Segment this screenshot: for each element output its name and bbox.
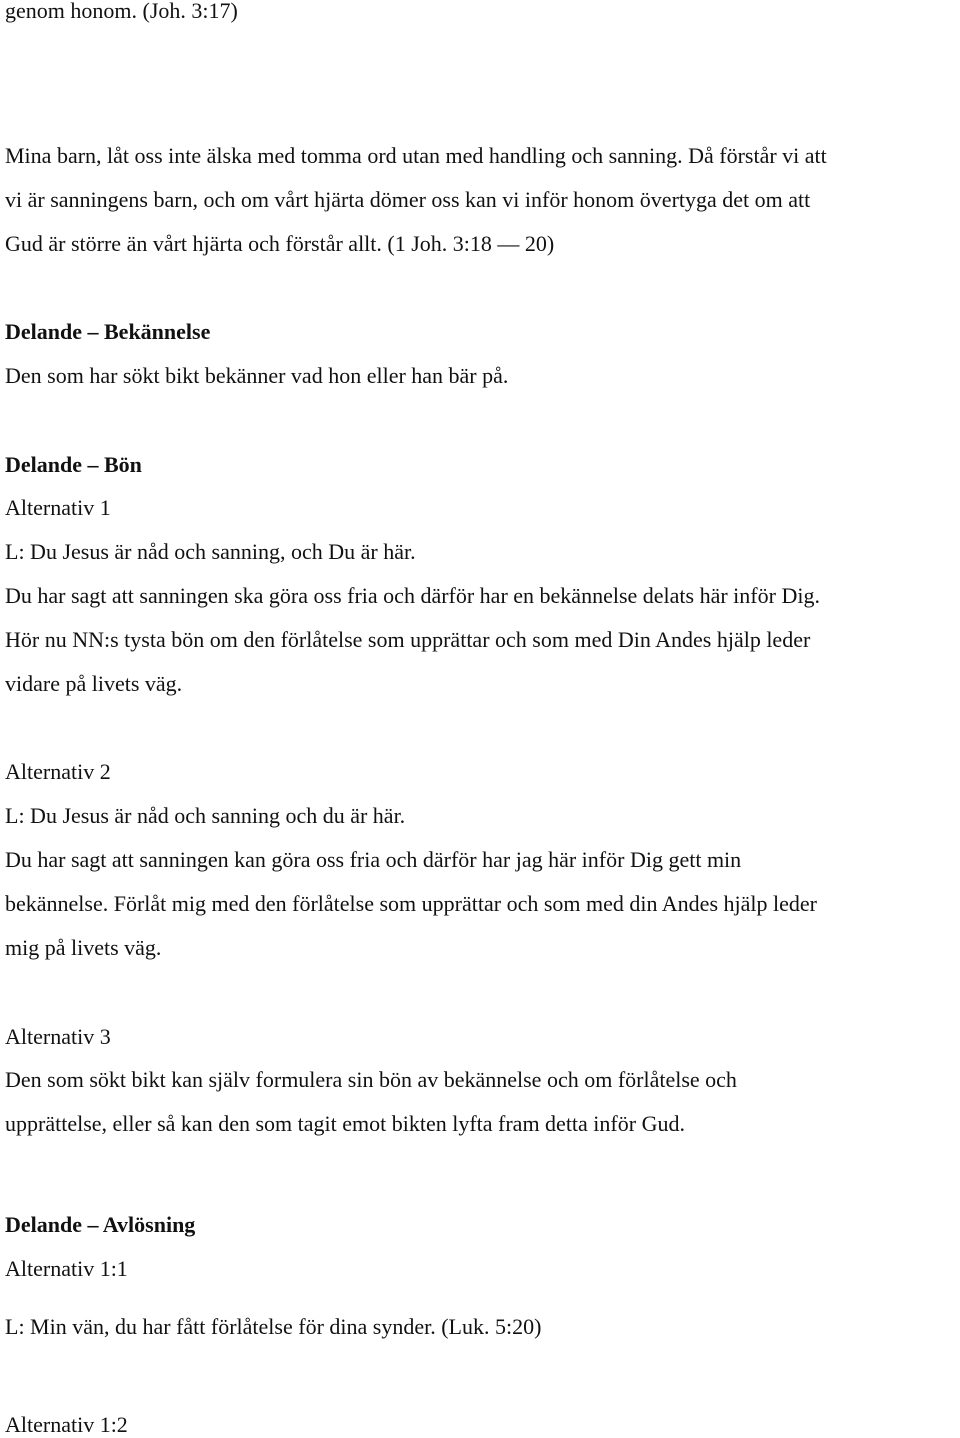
alt1-line-4: vidare på livets väg.: [5, 671, 183, 696]
heading-bon: Delande – Bön: [5, 452, 142, 477]
heading-avlosning: Delande – Avlösning: [5, 1212, 196, 1237]
verse-line-1: Mina barn, låt oss inte älska med tomma ord utan med handling och sanning. Då förstår vi att: [5, 143, 827, 168]
alt1-line-3: Hör nu NN:s tysta bön om den förlåtelse som upprättar och som med Din Andes hjälp leder: [5, 627, 811, 652]
alt11-line-1: L: Min vän, du har fått förlåtelse för dina synder. (Luk. 5:20): [5, 1314, 542, 1339]
heading-bekannelse: Delande – Bekännelse: [5, 319, 211, 344]
alt3-line-2: upprättelse, eller så kan den som tagit emot bikten lyfta fram detta inför Gud.: [5, 1111, 685, 1136]
alt2-line-3: bekännelse. Förlåt mig med den förlåtelse som upprättar och som med din Andes hjälp leder: [5, 891, 817, 916]
alt3-line-1: Den som sökt bikt kan själv formulera sin bön av bekännelse och om förlåtelse och: [5, 1067, 737, 1092]
alt1-label: Alternativ 1: [5, 495, 111, 520]
alt2-line-2: Du har sagt att sanningen kan göra oss fria och därför har jag här inför Dig gett min: [5, 847, 742, 872]
alt2-line-4: mig på livets väg.: [5, 935, 162, 960]
bekannelse-text: Den som har sökt bikt bekänner vad hon eller han bär på.: [5, 363, 509, 388]
alt1-line-1: L: Du Jesus är nåd och sanning, och Du är här.: [5, 539, 416, 564]
alt2-line-1: L: Du Jesus är nåd och sanning och du är här.: [5, 803, 406, 828]
alt3-label: Alternativ 3: [5, 1024, 111, 1049]
verse-line-3: Gud är större än vårt hjärta och förstår allt. (1 Joh. 3:18 — 20): [5, 231, 555, 256]
alt12-label: Alternativ 1:2: [5, 1412, 128, 1437]
alt11-label: Alternativ 1:1: [5, 1256, 128, 1281]
alt2-label: Alternativ 2: [5, 759, 111, 784]
intro-tail: genom honom. (Joh. 3:17): [5, 0, 238, 23]
alt1-line-2: Du har sagt att sanningen ska göra oss fria och därför har en bekännelse delats här inför Dig.: [5, 583, 820, 608]
verse-line-2: vi är sanningens barn, och om vårt hjärta dömer oss kan vi inför honom övertyga det om att: [5, 187, 811, 212]
